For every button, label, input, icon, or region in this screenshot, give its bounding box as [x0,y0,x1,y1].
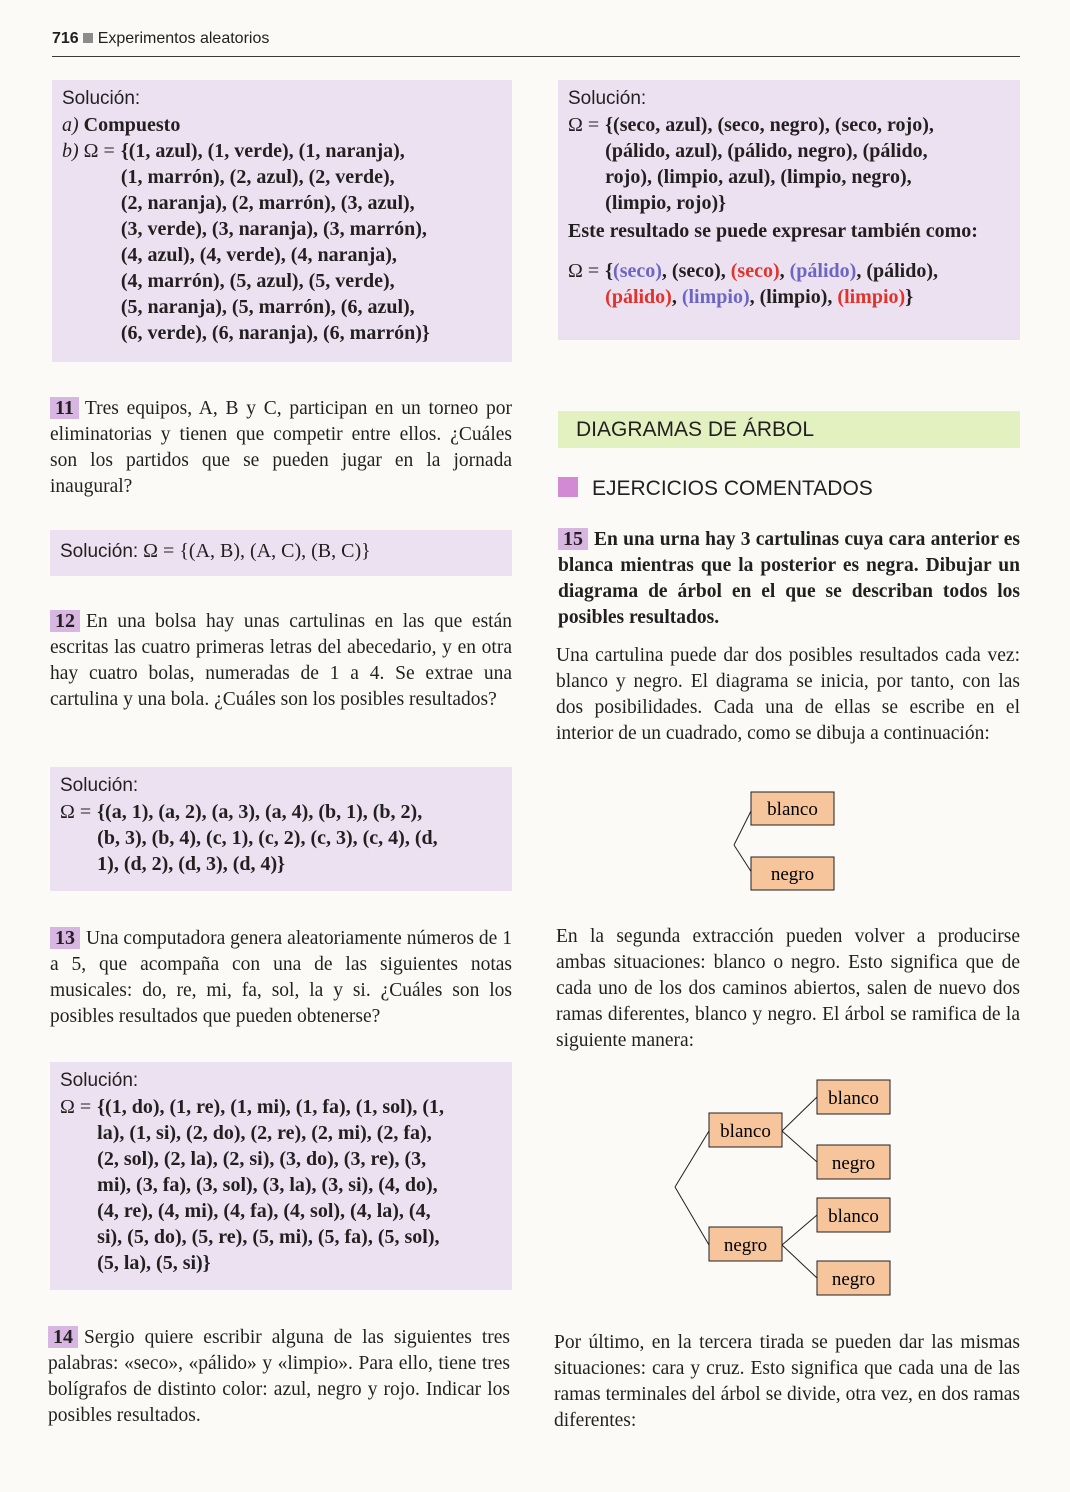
page-header [52,30,1020,57]
node-label: negro [831,1153,876,1174]
exercise-number: 14 [48,1326,78,1348]
colored-word: , [856,260,867,282]
paragraph-3: Por último, en la tercera tirada se pueden dar las mismas situaciones: cara y cruz. Esto significa que cada una de las ramas terminales del árbol se divide, otra vez, en dos ramas diferentes: [554,1332,1020,1431]
colored-word: (seco) [671,260,721,282]
solution-box-11 [50,530,512,576]
colored-sample-space [605,258,938,310]
set-line: (1, marrón), (2, azul), (2, verde), [120,166,395,188]
section-header [558,411,1020,448]
colored-word: (limpio) [759,286,828,308]
set-line: (6, verde), (6, naranja), (6, marrón)} [120,322,430,344]
colored-word: , [671,286,682,308]
subsection-title: EJERCICIOS COMENTADOS [592,477,873,500]
set-line: (3, verde), (3, naranja), (3, marrón), [120,218,427,240]
solution-label: Solución: [62,88,141,109]
exercise-text: Una computadora genera aleatoriamente números de 1 a 5, que acompaña con una de las siguientes notas musicales: do, re, mi, fa, sol, la y si. ¿Cuáles son los posibles resultados que pueden obtenerse? [50,928,512,1027]
colored-word: (seco) [613,260,662,282]
alternative-intro: Este resultado se puede expresar también como: [568,220,978,242]
set-line: (2, sol), (2, la), (2, si), (3, do), (3, re), (3, [97,1148,427,1170]
node-label: negro [723,1235,768,1256]
solution-box-10 [52,80,512,362]
colored-word: (limpio) [681,286,750,308]
item-label-a: a) [62,114,79,136]
omega-symbol: Ω = [568,114,600,136]
set-line: {(a, 1), (a, 2), (a, 3), (a, 4), (b, 1), (b, 2), [97,801,423,823]
item-label-b: b) [62,140,79,162]
exercise-12 [50,609,512,713]
paragraph-2: En la segunda extracción pueden volver a producirse ambas situaciones: blanco o negro. Esto significa que de cada uno de los dos caminos abiertos, salen de nuevo dos ramas diferentes, blanco y negro. El árbol se ramifica de la siguiente manera: [556,926,1020,1051]
colored-word: } [905,286,914,308]
node-label: negro [770,864,815,885]
colored-word: (pálido) [789,260,857,282]
set-line: (4, marrón), (5, azul), (5, verde), [120,270,395,292]
solution-label: Solución: [568,88,647,109]
set-line: {(1, do), (1, re), (1, mi), (1, fa), (1, sol), (1, [97,1096,445,1118]
exercise-text: En una urna hay 3 cartulinas cuya cara anterior es blanca mientras que la posterior es negra. Dibujar un diagrama de árbol en el que se describan todos los posibles resultados. [558,529,1020,628]
set-line: 1), (d, 2), (d, 3), (d, 4)} [97,853,286,875]
set-line: (5, naranja), (5, marrón), (6, azul), [120,296,415,318]
solution-box-14 [558,80,1020,340]
answer-a: Compuesto [83,114,181,136]
solution-set [60,1094,502,1276]
solution-label: Solución: [60,775,139,796]
omega-symbol: Ω = [60,1096,92,1118]
tree-diagram-2 [665,1070,905,1310]
set-line: mi), (3, fa), (3, sol), (3, la), (3, si), (4, do), [97,1174,438,1196]
set-line: rojo), (limpio, azul), (limpio, negro), [605,166,912,188]
exercise-15 [558,527,1020,631]
exercise-number: 12 [50,610,80,632]
sample-space-set [121,138,430,346]
section-title: DIAGRAMAS DE ÁRBOL [576,418,815,441]
set-line: (pálido, azul), (pálido, negro), (pálido, [605,140,928,162]
set-line: (4, re), (4, mi), (4, fa), (4, sol), (4, la), (4, [97,1200,431,1222]
chapter-title: Experimentos aleatorios [97,30,270,47]
solution-a [62,112,502,138]
subsection-header [558,476,873,502]
exercise-text: Sergio quiere escribir alguna de las siguientes tres palabras: «seco», «pálido» y «limpio». Para ello, tiene tres bolígrafos de distinto color: azul, negro y rojo. Indicar los posibles resultados. [48,1327,510,1426]
colored-word: , [749,286,760,308]
exercise-number: 15 [558,528,588,550]
sample-space-set [97,799,437,877]
solution-box-13 [50,1062,512,1290]
exercise-14 [48,1325,510,1429]
colored-word: (pálido) [605,286,672,308]
set-line: (b, 3), (b, 4), (c, 1), (c, 2), (c, 3), (c, 4), (d, [97,827,438,849]
exercise-13 [50,926,512,1030]
exercise-number: 13 [50,927,80,949]
sample-space-set [97,1094,444,1276]
set-line: (limpio, rojo)} [605,192,726,214]
colored-word: , [720,260,731,282]
node-label: blanco [720,1121,771,1142]
exercise-11 [50,396,512,500]
colored-word: , [779,260,790,282]
exercise-number: 11 [50,397,79,419]
page-number: 716 [52,30,79,47]
colored-word: (limpio) [837,286,906,308]
solution-label: Solución: [60,1070,139,1091]
colored-word: (seco) [730,260,780,282]
omega-symbol: Ω = [568,260,600,282]
omega-symbol: Ω = [60,801,92,823]
sample-space-set: {(A, B), (A, C), (B, C)} [179,540,371,562]
square-marker-icon [558,477,578,497]
tree-diagram-1 [720,785,850,900]
omega-symbol: Ω = [143,540,175,562]
node-label: negro [831,1269,876,1290]
set-line: {(seco, azul), (seco, negro), (seco, rojo), [605,114,934,136]
solution-b [62,138,502,346]
solution-label: Solución: [60,541,139,562]
alternative-set [568,258,1010,310]
colored-word: { [605,260,614,282]
set-line [605,258,938,284]
node-label: blanco [767,799,818,820]
header-square-icon [83,33,93,43]
solution-set [568,112,1010,216]
set-line: (2, naranja), (2, marrón), (3, azul), [120,192,415,214]
set-line: si), (5, do), (5, re), (5, mi), (5, fa), (5, sol), [97,1226,440,1248]
exercise-text: Tres equipos, A, B y C, participan en un torneo por eliminatorias y tienen que competir entre ellos. ¿Cuáles son los partidos que se pueden jugar en la jornada inaugural? [50,398,512,497]
node-label: blanco [828,1088,879,1109]
set-line [605,284,938,310]
set-line: (4, azul), (4, verde), (4, naranja), [120,244,397,266]
set-line: (5, la), (5, si)} [97,1252,211,1274]
solution-set [60,799,502,877]
omega-symbol: Ω = [83,140,115,162]
paragraph-1: Una cartulina puede dar dos posibles resultados cada vez: blanco y negro. El diagrama se inicia, por tanto, con las dos posibilidades. Cada una de ellas se escribe en el interior de un cuadrado, como se dibuja a continuación: [556,645,1020,744]
set-line: {(1, azul), (1, verde), (1, naranja), [120,140,405,162]
colored-word: , [827,286,838,308]
solution-box-12 [50,767,512,891]
node-label: blanco [828,1206,879,1227]
sample-space-set [605,112,934,216]
exercise-text: En una bolsa hay unas cartulinas en las que están escritas las cuatro primeras letras del abecedario, y en otra hay cuatro bolas, numeradas de 1 a 4. Se extrae una cartulina y una bola. ¿Cuáles son los posibles resultados? [50,611,512,710]
set-line: la), (1, si), (2, do), (2, re), (2, mi), (2, fa), [97,1122,432,1144]
colored-word: , [661,260,672,282]
colored-word: (pálido), [866,260,938,282]
